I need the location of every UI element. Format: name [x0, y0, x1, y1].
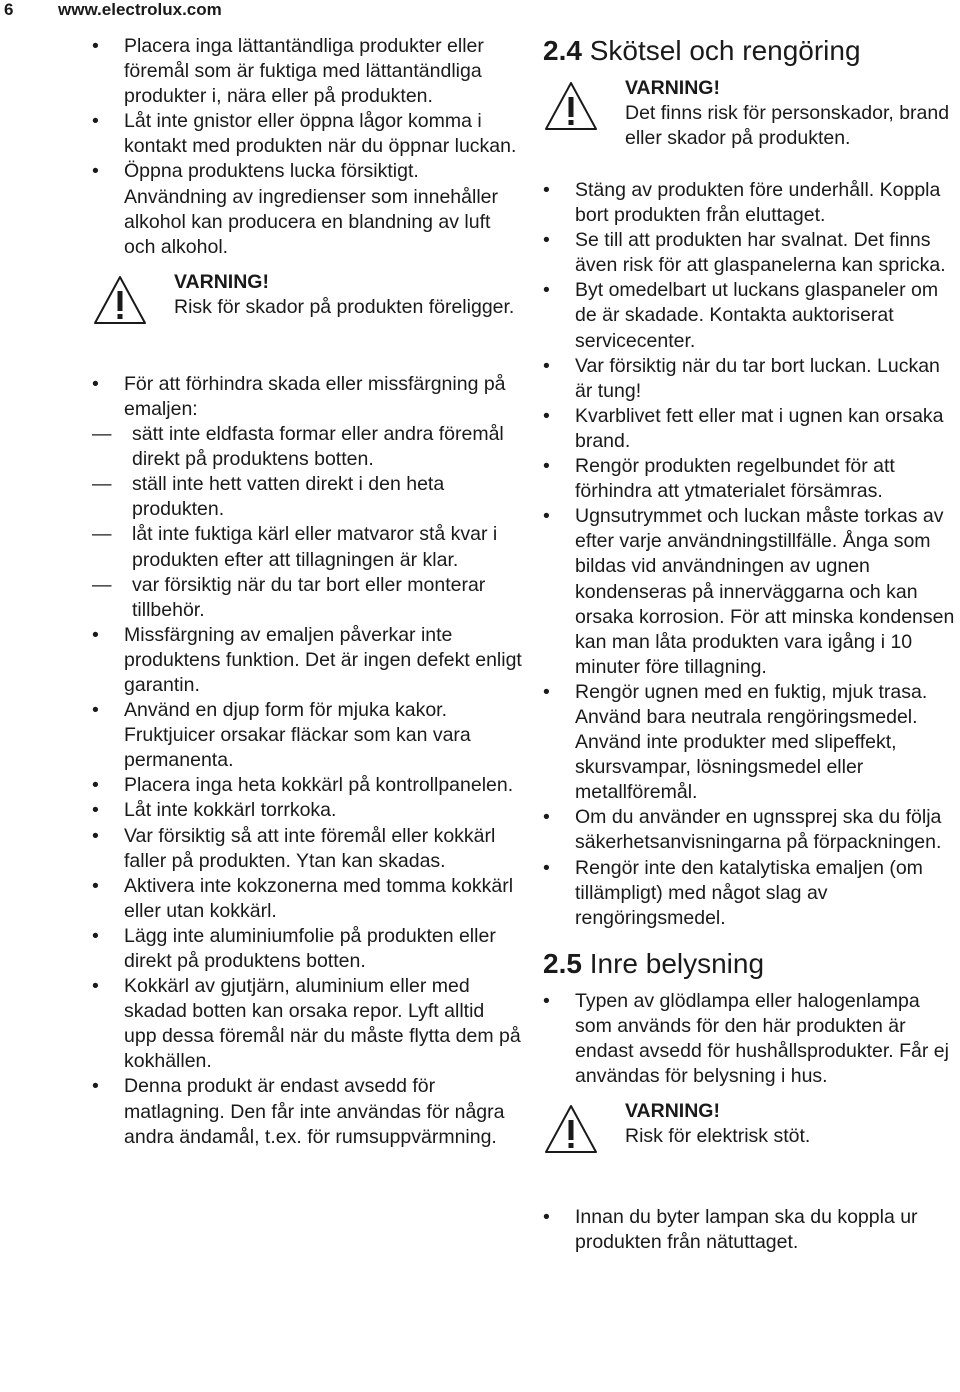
section-heading: [543, 34, 958, 68]
list-item: • Låt inte gnistor eller öppna lågor komma i kontakt med produkten när du öppnar luckan.: [92, 109, 522, 159]
bullet-list-top: [92, 34, 522, 260]
warning-text: Risk för skador på produkten föreligger.: [174, 295, 515, 318]
site-url: www.electrolux.com: [58, 0, 222, 19]
dash-item: — ställ inte hett vatten direkt i den heta produkten.: [92, 472, 522, 522]
list-item: • Kvarblivet fett eller mat i ugnen kan orsaka brand.: [543, 404, 958, 454]
bullet-list-lighting: [543, 989, 958, 1089]
warning-title: VARNING!: [625, 1100, 720, 1123]
list-item-text: För att förhindra skada eller missfärgning på emaljen:: [124, 372, 506, 420]
list-item: • Placera inga lättantändliga produkter eller föremål som är fuktiga med lättantändliga produkter i, nära eller på produkten.: [92, 34, 522, 109]
left-column: [92, 34, 522, 1150]
warning-box: [543, 1099, 958, 1189]
warning-triangle-icon: [92, 274, 148, 326]
bullet-list-middle: [92, 372, 522, 623]
warning-title: VARNING!: [625, 77, 720, 99]
list-item: • Rengör produkten regelbundet för att förhindra att ytmaterialet försämras.: [543, 454, 958, 504]
dash-item: — var försiktig när du tar bort eller monterar tillbehör.: [92, 573, 522, 623]
list-item: • Kokkärl av gjutjärn, aluminium eller med skadad botten kan orsaka repor. Lyft alltid upp dessa föremål när du måste flytta dem på kokhällen.: [92, 974, 522, 1074]
list-item: • Innan du byter lampan ska du koppla ur produkten från nätuttaget.: [543, 1205, 958, 1255]
section-heading: [543, 947, 958, 981]
warning-text: Det finns risk för personskador, brand eller skador på produkten.: [625, 102, 950, 150]
list-item: [92, 372, 522, 623]
section-title: Skötsel och rengöring: [589, 35, 861, 66]
list-item: • Var försiktig när du tar bort luckan. Luckan är tung!: [543, 354, 958, 404]
list-item: • Se till att produkten har svalnat. Det finns även risk för att glaspanelerna kan spricka.: [543, 228, 958, 278]
dash-item: — låt inte fuktiga kärl eller matvaror stå kvar i produkten efter att tillagningen är klar.: [92, 522, 522, 572]
page-number: 6: [4, 0, 14, 19]
section-number: 2.5: [543, 947, 582, 979]
list-item: • Missfärgning av emaljen påverkar inte produktens funktion. Det är ingen defekt enligt garantin.: [92, 623, 522, 698]
warning-text: Risk för elektrisk stöt.: [625, 1125, 811, 1148]
list-item: • Låt inte kokkärl torrkoka.: [92, 798, 522, 823]
list-item: • Stäng av produkten före underhåll. Koppla bort produkten från eluttaget.: [543, 178, 958, 228]
section-number: 2.4: [543, 35, 582, 66]
list-item: • Byt omedelbart ut luckans glaspaneler om de är skadade. Kontakta auktoriserat servicecenter.: [543, 278, 958, 353]
list-item: • Var försiktig så att inte föremål eller kokkärl faller på produkten. Ytan kan skadas.: [92, 824, 522, 874]
warning-triangle-icon: [543, 80, 599, 132]
list-item: • Om du använder en ugnssprej ska du följa säkerhetsanvisningarna på förpackningen.: [543, 805, 958, 855]
list-item: • Ugnsutrymmet och luckan måste torkas av efter varje användningstillfälle. Ånga som bildas vid användningen av ugnen kondenseras på innerväggarna och kan orsaka korrosion. För att minska kondensen kan man låta produkten vara igång i 10 minuter före tillagning.: [543, 504, 958, 680]
bullet-list-care: [543, 178, 958, 931]
list-item: • Lägg inte aluminiumfolie på produkten eller direkt på produktens botten.: [92, 924, 522, 974]
dash-list: [92, 422, 522, 623]
section-title: Inre belysning: [589, 947, 765, 979]
bullet-list-lamp: [543, 1205, 958, 1255]
list-item: • Placera inga heta kokkärl på kontrollpanelen.: [92, 773, 522, 798]
warning-title: VARNING!: [174, 270, 269, 293]
warning-box: [543, 76, 958, 166]
list-item: • Använd en djup form för mjuka kakor. Fruktjuicer orsakar fläckar som kan vara permanenta.: [92, 698, 522, 773]
warning-triangle-icon: [543, 1103, 599, 1155]
right-column: [543, 34, 958, 1255]
list-item: • Aktivera inte kokzonerna med tomma kokkärl eller utan kokkärl.: [92, 874, 522, 924]
list-item: • Typen av glödlampa eller halogenlampa som används för den här produkten är endast avsedd för hushållsprodukter. Får ej användas för belysning i hus.: [543, 989, 958, 1089]
warning-box: [92, 270, 522, 360]
list-item: • Rengör ugnen med en fuktig, mjuk trasa. Använd bara neutrala rengöringsmedel. Använd inte produkter med slipeffekt, skursvampar, lösningsmedel eller metallföremål.: [543, 680, 958, 805]
bullet-list-bottom: [92, 623, 522, 1150]
list-item: • Denna produkt är endast avsedd för matlagning. Den får inte användas för några andra ändamål, t.ex. för rumsuppvärmning.: [92, 1074, 522, 1149]
dash-item: — sätt inte eldfasta formar eller andra föremål direkt på produktens botten.: [92, 422, 522, 472]
list-item: • Öppna produktens lucka försiktigt. Användning av ingredienser som innehåller alkohol kan producera en blandning av luft och alkohol.: [92, 159, 522, 259]
list-item: • Rengör inte den katalytiska emaljen (om tillämpligt) med något slag av rengöringsmedel.: [543, 856, 958, 931]
